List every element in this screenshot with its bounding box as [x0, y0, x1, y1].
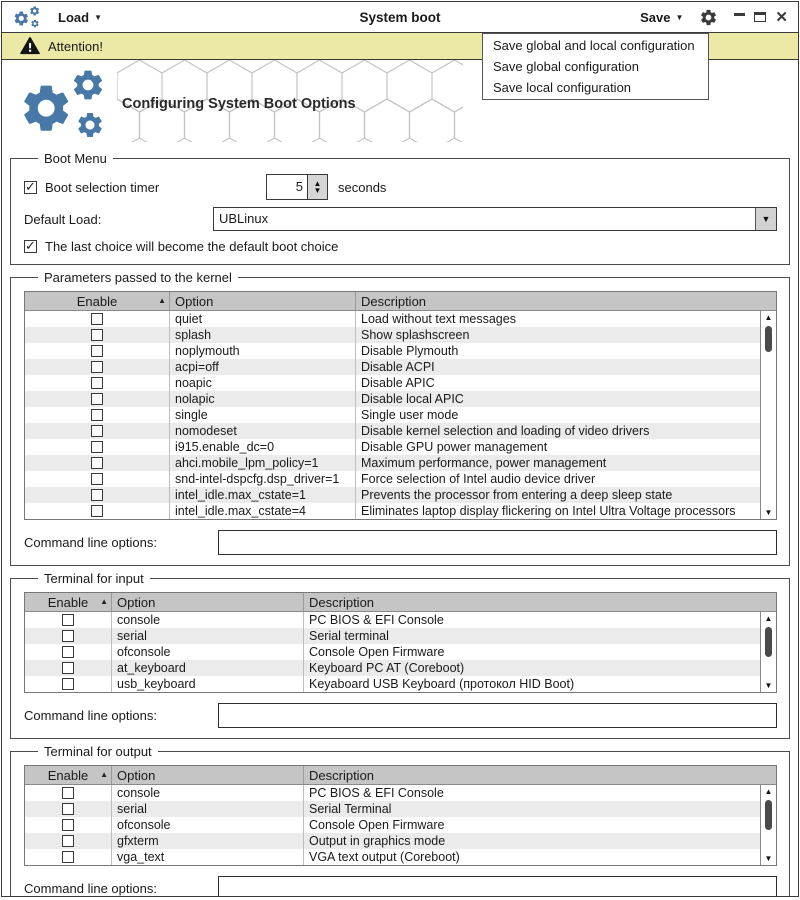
app-logo-gears-icon	[12, 5, 42, 29]
table-row[interactable]	[25, 375, 776, 391]
row-option: vga_text	[111, 849, 303, 865]
spinner-up-icon[interactable]: ▲	[313, 179, 322, 188]
row-option: nomodeset	[169, 423, 355, 439]
row-description: Maximum performance, power management	[355, 455, 776, 471]
row-option: snd-intel-dspcfg.dsp_driver=1	[169, 471, 355, 487]
table-row[interactable]	[25, 785, 776, 801]
row-option: splash	[169, 327, 355, 343]
row-option: serial	[111, 801, 303, 817]
scroll-down-button[interactable]: ▼	[764, 681, 773, 690]
title-bar	[2, 2, 798, 33]
terminal-input-section	[10, 571, 790, 739]
vertical-scrollbar[interactable]	[760, 785, 776, 865]
row-description: Single user mode	[355, 407, 776, 423]
row-enable-checkbox[interactable]	[91, 345, 103, 357]
row-description: VGA text output (Coreboot)	[303, 849, 776, 865]
cmdline-label: Command line options:	[24, 708, 157, 723]
timer-spinner[interactable]	[266, 174, 328, 200]
column-header-description[interactable]: Description	[355, 292, 776, 310]
minimize-button[interactable]	[734, 13, 745, 16]
terminal-input-table	[24, 592, 777, 693]
close-button[interactable]: ✕	[775, 8, 788, 26]
kernel-params-legend: Parameters passed to the kernel	[44, 270, 232, 285]
row-enable-checkbox[interactable]	[62, 787, 74, 799]
row-enable-checkbox[interactable]	[91, 473, 103, 485]
row-description: PC BIOS & EFI Console	[303, 612, 776, 628]
table-row[interactable]	[25, 343, 776, 359]
sort-ascending-icon: ▲	[100, 597, 108, 606]
scroll-up-button[interactable]: ▲	[764, 313, 773, 322]
dropdown-arrow-icon[interactable]: ▼	[755, 208, 776, 230]
row-option: at_keyboard	[111, 660, 303, 676]
default-load-label: Default Load:	[24, 211, 102, 227]
scroll-up-button[interactable]: ▲	[764, 614, 773, 623]
column-header-description[interactable]: Description	[303, 766, 776, 784]
menu-item-save-global-and-local[interactable]: Save global and local configuration	[493, 38, 695, 53]
row-description: Disable kernel selection and loading of video drivers	[355, 423, 776, 439]
boot-selection-timer-checkbox[interactable]	[24, 181, 37, 194]
row-option: acpi=off	[169, 359, 355, 375]
save-dropdown-menu	[482, 33, 709, 100]
default-load-value: UBLinux	[219, 211, 269, 226]
kernel-params-table	[24, 291, 777, 520]
table-row[interactable]	[25, 644, 776, 660]
chevron-down-icon: ▼	[94, 12, 102, 22]
column-header-option[interactable]: Option	[169, 292, 355, 310]
table-body	[25, 612, 776, 692]
terminal-output-section	[10, 744, 790, 897]
row-description: Force selection of Intel audio device driver	[355, 471, 776, 487]
table-header	[25, 292, 776, 311]
page-title: Configuring System Boot Options	[122, 96, 356, 112]
row-enable-checkbox[interactable]	[91, 361, 103, 373]
row-description: Disable Plymouth	[355, 343, 776, 359]
vertical-scrollbar[interactable]	[760, 612, 776, 692]
row-description: Console Open Firmware	[303, 817, 776, 833]
row-enable-checkbox[interactable]	[91, 425, 103, 437]
cmdline-label: Command line options:	[24, 881, 157, 896]
save-menu-button[interactable]	[640, 10, 683, 25]
table-row[interactable]	[25, 359, 776, 375]
terminal-output-cmdline-input[interactable]	[218, 876, 777, 897]
boot-selection-timer-label: Boot selection timer	[45, 179, 160, 195]
row-option: single	[169, 407, 355, 423]
row-description: Serial terminal	[303, 628, 776, 644]
maximize-button[interactable]	[754, 12, 766, 22]
row-option: noplymouth	[169, 343, 355, 359]
row-option: nolapic	[169, 391, 355, 407]
row-option: gfxterm	[111, 833, 303, 849]
settings-gear-icon[interactable]	[699, 8, 718, 27]
terminal-output-legend: Terminal for output	[44, 744, 152, 759]
row-enable-checkbox[interactable]	[62, 614, 74, 626]
column-header-description[interactable]: Description	[303, 593, 776, 611]
row-enable-checkbox[interactable]	[62, 630, 74, 642]
app-window	[1, 1, 799, 897]
table-row[interactable]	[25, 660, 776, 676]
scroll-up-button[interactable]: ▲	[764, 787, 773, 796]
row-enable-checkbox[interactable]	[62, 678, 74, 690]
row-enable-checkbox[interactable]	[91, 313, 103, 325]
row-option: serial	[111, 628, 303, 644]
row-enable-checkbox[interactable]	[62, 819, 74, 831]
row-enable-checkbox[interactable]	[62, 803, 74, 815]
table-row[interactable]	[25, 612, 776, 628]
row-enable-checkbox[interactable]	[91, 505, 103, 517]
cmdline-label: Command line options:	[24, 535, 157, 550]
attention-label: Attention!	[48, 38, 103, 54]
warning-triangle-icon	[20, 37, 40, 55]
row-enable-checkbox[interactable]	[91, 377, 103, 389]
table-row[interactable]	[25, 817, 776, 833]
terminal-input-cmdline-input[interactable]	[218, 703, 777, 728]
menu-item-save-local[interactable]: Save local configuration	[493, 80, 632, 95]
timer-value[interactable]: 5	[295, 179, 303, 194]
row-option: ofconsole	[111, 644, 303, 660]
column-header-option[interactable]: Option	[111, 593, 303, 611]
row-option: usb_keyboard	[111, 676, 303, 692]
table-row[interactable]	[25, 833, 776, 849]
spinner-buttons[interactable]	[307, 175, 327, 199]
table-row[interactable]	[25, 801, 776, 817]
scrollbar-thumb[interactable]	[765, 627, 772, 657]
vertical-scrollbar[interactable]	[760, 311, 776, 519]
last-choice-label: The last choice will become the default boot choice	[45, 239, 339, 254]
table-row[interactable]	[25, 327, 776, 343]
row-enable-checkbox[interactable]	[62, 646, 74, 658]
column-header-enable[interactable]: Enable ▲	[47, 767, 108, 783]
gears-logo-icon	[18, 66, 110, 140]
sort-ascending-icon: ▲	[158, 296, 166, 305]
table-row[interactable]	[25, 628, 776, 644]
table-body	[25, 785, 776, 865]
scroll-down-button[interactable]: ▼	[764, 854, 773, 863]
row-description: PC BIOS & EFI Console	[303, 785, 776, 801]
terminal-input-legend: Terminal for input	[44, 571, 144, 586]
column-header-enable[interactable]: Enable ▲	[47, 594, 108, 610]
row-description: Disable APIC	[355, 375, 776, 391]
table-row[interactable]	[25, 439, 776, 455]
row-description: Keyboard PC AT (Coreboot)	[303, 660, 776, 676]
table-header	[25, 766, 776, 785]
scrollbar-thumb[interactable]	[765, 326, 772, 352]
table-body	[25, 311, 776, 519]
table-header	[25, 593, 776, 612]
row-description: Output in graphics mode	[303, 833, 776, 849]
row-option: ahci.mobile_lpm_policy=1	[169, 455, 355, 471]
table-row[interactable]	[25, 391, 776, 407]
row-option: console	[111, 785, 303, 801]
kernel-cmdline-input[interactable]	[218, 530, 777, 555]
table-row[interactable]	[25, 311, 776, 327]
row-enable-checkbox[interactable]	[91, 441, 103, 453]
boot-menu-legend: Boot Menu	[44, 151, 107, 166]
row-description: Keyaboard USB Keyboard (протокол HID Boot)	[303, 676, 776, 692]
table-row[interactable]	[25, 455, 776, 471]
scroll-down-button[interactable]: ▼	[764, 508, 773, 517]
table-row[interactable]	[25, 503, 776, 519]
row-enable-checkbox[interactable]	[91, 489, 103, 501]
row-option: quiet	[169, 311, 355, 327]
row-option: i915.enable_dc=0	[169, 439, 355, 455]
row-option: intel_idle.max_cstate=1	[169, 487, 355, 503]
row-enable-checkbox[interactable]	[91, 393, 103, 405]
spinner-down-icon[interactable]: ▼	[313, 186, 322, 195]
scrollbar-thumb[interactable]	[765, 800, 772, 830]
table-row[interactable]	[25, 407, 776, 423]
table-row[interactable]	[25, 471, 776, 487]
row-description: Disable ACPI	[355, 359, 776, 375]
row-option: intel_idle.max_cstate=4	[169, 503, 355, 519]
chevron-down-icon: ▼	[675, 12, 684, 22]
kernel-params-section	[10, 270, 790, 566]
row-description: Disable local APIC	[355, 391, 776, 407]
row-option: noapic	[169, 375, 355, 391]
default-load-dropdown[interactable]	[213, 207, 777, 231]
terminal-output-table	[24, 765, 777, 866]
boot-menu-section	[10, 151, 790, 265]
table-row[interactable]	[25, 487, 776, 503]
row-enable-checkbox[interactable]	[62, 851, 74, 863]
row-enable-checkbox[interactable]	[91, 409, 103, 421]
table-row[interactable]	[25, 676, 776, 692]
row-description: Prevents the processor from entering a deep sleep state	[355, 487, 776, 503]
row-description: Show splashscreen	[355, 327, 776, 343]
row-enable-checkbox[interactable]	[91, 457, 103, 469]
last-choice-checkbox[interactable]	[24, 240, 37, 253]
row-enable-checkbox[interactable]	[91, 329, 103, 341]
row-description: Disable GPU power management	[355, 439, 776, 455]
row-option: console	[111, 612, 303, 628]
window-title: System boot	[359, 9, 441, 25]
load-label: Load	[58, 9, 90, 25]
sort-ascending-icon: ▲	[100, 770, 108, 779]
row-option: ofconsole	[111, 817, 303, 833]
timer-unit-label: seconds	[338, 179, 387, 195]
row-enable-checkbox[interactable]	[62, 835, 74, 847]
row-description: Console Open Firmware	[303, 644, 776, 660]
save-label: Save	[640, 9, 671, 25]
table-row[interactable]	[25, 423, 776, 439]
column-header-option[interactable]: Option	[111, 766, 303, 784]
row-description: Load without text messages	[355, 311, 776, 327]
load-menu-button[interactable]	[58, 10, 102, 25]
menu-item-save-global[interactable]: Save global configuration	[493, 59, 639, 74]
row-description: Eliminates laptop display flickering on Intel Ultra Voltage processors	[355, 503, 776, 519]
table-row[interactable]	[25, 849, 776, 865]
row-enable-checkbox[interactable]	[62, 662, 74, 674]
row-description: Serial Terminal	[303, 801, 776, 817]
column-header-enable[interactable]: Enable ▲	[76, 293, 166, 309]
